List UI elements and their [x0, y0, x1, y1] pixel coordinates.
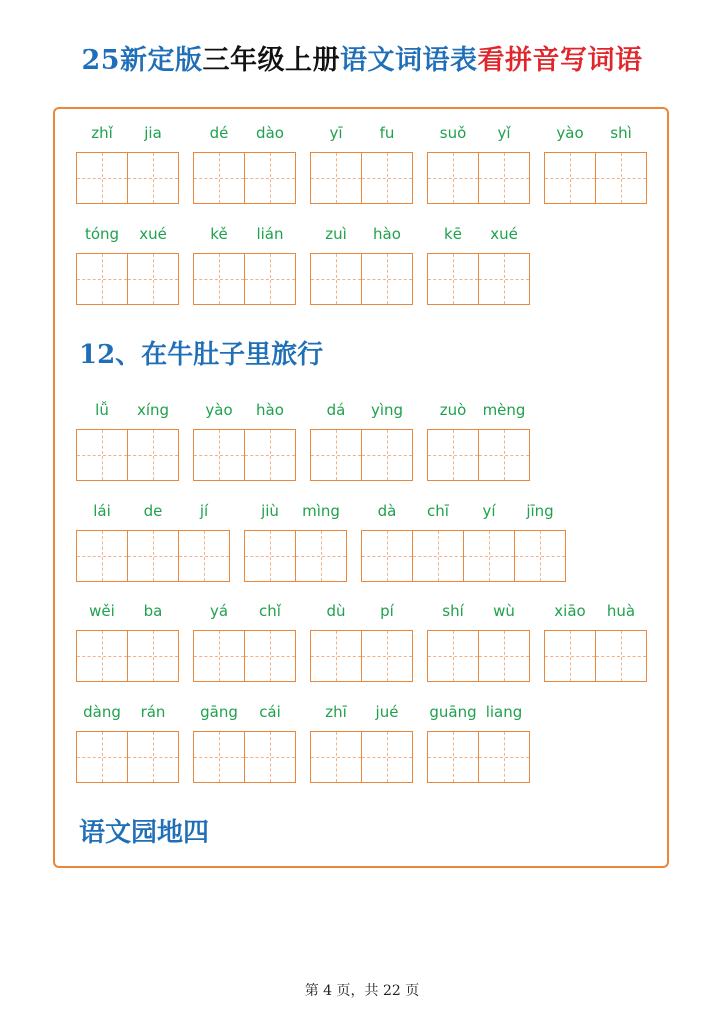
- writing-box[interactable]: [193, 253, 245, 305]
- title-segment: 25新定版: [81, 45, 203, 76]
- pinyin-label: kě: [210, 225, 228, 243]
- writing-box[interactable]: [478, 731, 530, 783]
- writing-box[interactable]: [244, 429, 296, 481]
- page-title: [0, 38, 724, 77]
- pinyin-label: yìng: [370, 401, 404, 419]
- pinyin-label: wù: [493, 602, 515, 620]
- writing-box[interactable]: [76, 152, 128, 204]
- pinyin-label: xíng: [136, 401, 170, 419]
- writing-box[interactable]: [361, 731, 413, 783]
- writing-box[interactable]: [76, 429, 128, 481]
- pinyin-label: liang: [485, 703, 523, 721]
- pinyin-label: gāng: [200, 703, 238, 721]
- pinyin-label: mèng: [482, 401, 526, 419]
- pinyin-label: dù: [326, 602, 346, 620]
- pinyin-label: shí: [442, 602, 464, 620]
- writing-box[interactable]: [361, 152, 413, 204]
- writing-box[interactable]: [478, 630, 530, 682]
- writing-box[interactable]: [76, 530, 128, 582]
- writing-box[interactable]: [427, 253, 479, 305]
- pinyin-label: yào: [205, 401, 233, 419]
- title-segment: 语文词语表: [340, 45, 478, 76]
- pinyin-label: dàng: [83, 703, 121, 721]
- writing-box[interactable]: [310, 253, 362, 305]
- writing-box[interactable]: [310, 731, 362, 783]
- lesson-heading: 12、在牛肚子里旅行: [79, 340, 324, 370]
- pinyin-label: tóng: [84, 225, 120, 243]
- writing-box[interactable]: [310, 152, 362, 204]
- writing-box[interactable]: [544, 152, 596, 204]
- writing-box[interactable]: [127, 630, 179, 682]
- pinyin-label: suǒ: [439, 124, 467, 142]
- pinyin-label: dào: [256, 124, 284, 142]
- pinyin-label: yí: [482, 502, 496, 520]
- title-segment: 看拼音写词语: [477, 45, 643, 76]
- pinyin-label: jí: [199, 502, 209, 520]
- page-footer: 第 4 页，共 22 页: [304, 983, 420, 999]
- pinyin-label: cái: [259, 703, 281, 721]
- pinyin-label: dé: [209, 124, 229, 142]
- writing-box[interactable]: [595, 630, 647, 682]
- pinyin-label: hào: [373, 225, 401, 243]
- writing-box[interactable]: [544, 630, 596, 682]
- pinyin-label: huà: [606, 602, 636, 620]
- writing-box[interactable]: [361, 630, 413, 682]
- pinyin-label: lái: [93, 502, 111, 520]
- pinyin-label: kē: [444, 225, 462, 243]
- writing-box[interactable]: [514, 530, 566, 582]
- pinyin-label: fu: [379, 124, 395, 142]
- pinyin-label: xué: [490, 225, 518, 243]
- pinyin-label: yào: [556, 124, 584, 142]
- writing-box[interactable]: [412, 530, 464, 582]
- writing-box[interactable]: [361, 530, 413, 582]
- pinyin-label: jīng: [526, 502, 554, 520]
- pinyin-label: mìng: [302, 502, 340, 520]
- pinyin-label: wěi: [89, 602, 115, 620]
- writing-box[interactable]: [427, 731, 479, 783]
- writing-box[interactable]: [478, 253, 530, 305]
- pinyin-label: dá: [326, 401, 346, 419]
- writing-box[interactable]: [193, 731, 245, 783]
- writing-box[interactable]: [76, 731, 128, 783]
- writing-box[interactable]: [427, 630, 479, 682]
- pinyin-label: jiù: [261, 502, 279, 520]
- writing-box[interactable]: [127, 152, 179, 204]
- writing-box[interactable]: [595, 152, 647, 204]
- pinyin-label: xué: [139, 225, 167, 243]
- writing-box[interactable]: [427, 429, 479, 481]
- writing-box[interactable]: [427, 152, 479, 204]
- writing-box[interactable]: [127, 731, 179, 783]
- writing-box[interactable]: [193, 630, 245, 682]
- pinyin-label: zuò: [439, 401, 467, 419]
- title-segment: 三年级上册: [202, 45, 341, 76]
- pinyin-label: jué: [375, 703, 399, 721]
- writing-box[interactable]: [76, 253, 128, 305]
- writing-box[interactable]: [244, 630, 296, 682]
- pinyin-label: xiāo: [554, 602, 586, 620]
- writing-box[interactable]: [244, 530, 296, 582]
- writing-box[interactable]: [127, 429, 179, 481]
- pinyin-label: rán: [140, 703, 166, 721]
- pinyin-label: chī: [427, 502, 449, 520]
- writing-box[interactable]: [193, 152, 245, 204]
- pinyin-label: hào: [256, 401, 284, 419]
- writing-box[interactable]: [244, 253, 296, 305]
- writing-box[interactable]: [361, 429, 413, 481]
- pinyin-label: de: [143, 502, 163, 520]
- pinyin-label: chǐ: [259, 602, 281, 620]
- lesson-heading: 语文园地四: [79, 818, 210, 848]
- pinyin-label: pí: [380, 602, 394, 620]
- pinyin-label: shì: [610, 124, 632, 142]
- writing-box[interactable]: [478, 152, 530, 204]
- writing-box[interactable]: [76, 630, 128, 682]
- pinyin-label: yá: [209, 602, 229, 620]
- pinyin-label: yī: [329, 124, 343, 142]
- writing-box[interactable]: [193, 429, 245, 481]
- writing-box[interactable]: [178, 530, 230, 582]
- writing-box[interactable]: [244, 152, 296, 204]
- writing-box[interactable]: [310, 429, 362, 481]
- writing-box[interactable]: [463, 530, 515, 582]
- writing-box[interactable]: [127, 530, 179, 582]
- writing-box[interactable]: [478, 429, 530, 481]
- pinyin-label: zuì: [325, 225, 347, 243]
- pinyin-label: ba: [143, 602, 163, 620]
- pinyin-label: zhī: [325, 703, 347, 721]
- pinyin-label: zhǐ: [91, 124, 113, 142]
- pinyin-label: dà: [377, 502, 397, 520]
- writing-box[interactable]: [127, 253, 179, 305]
- writing-box[interactable]: [244, 731, 296, 783]
- pinyin-label: jia: [144, 124, 162, 142]
- pinyin-label: lǚ: [95, 401, 109, 419]
- writing-box[interactable]: [295, 530, 347, 582]
- pinyin-label: lián: [256, 225, 284, 243]
- pinyin-label: guāng: [429, 703, 477, 721]
- writing-box[interactable]: [361, 253, 413, 305]
- writing-box[interactable]: [310, 630, 362, 682]
- pinyin-label: yǐ: [497, 124, 511, 142]
